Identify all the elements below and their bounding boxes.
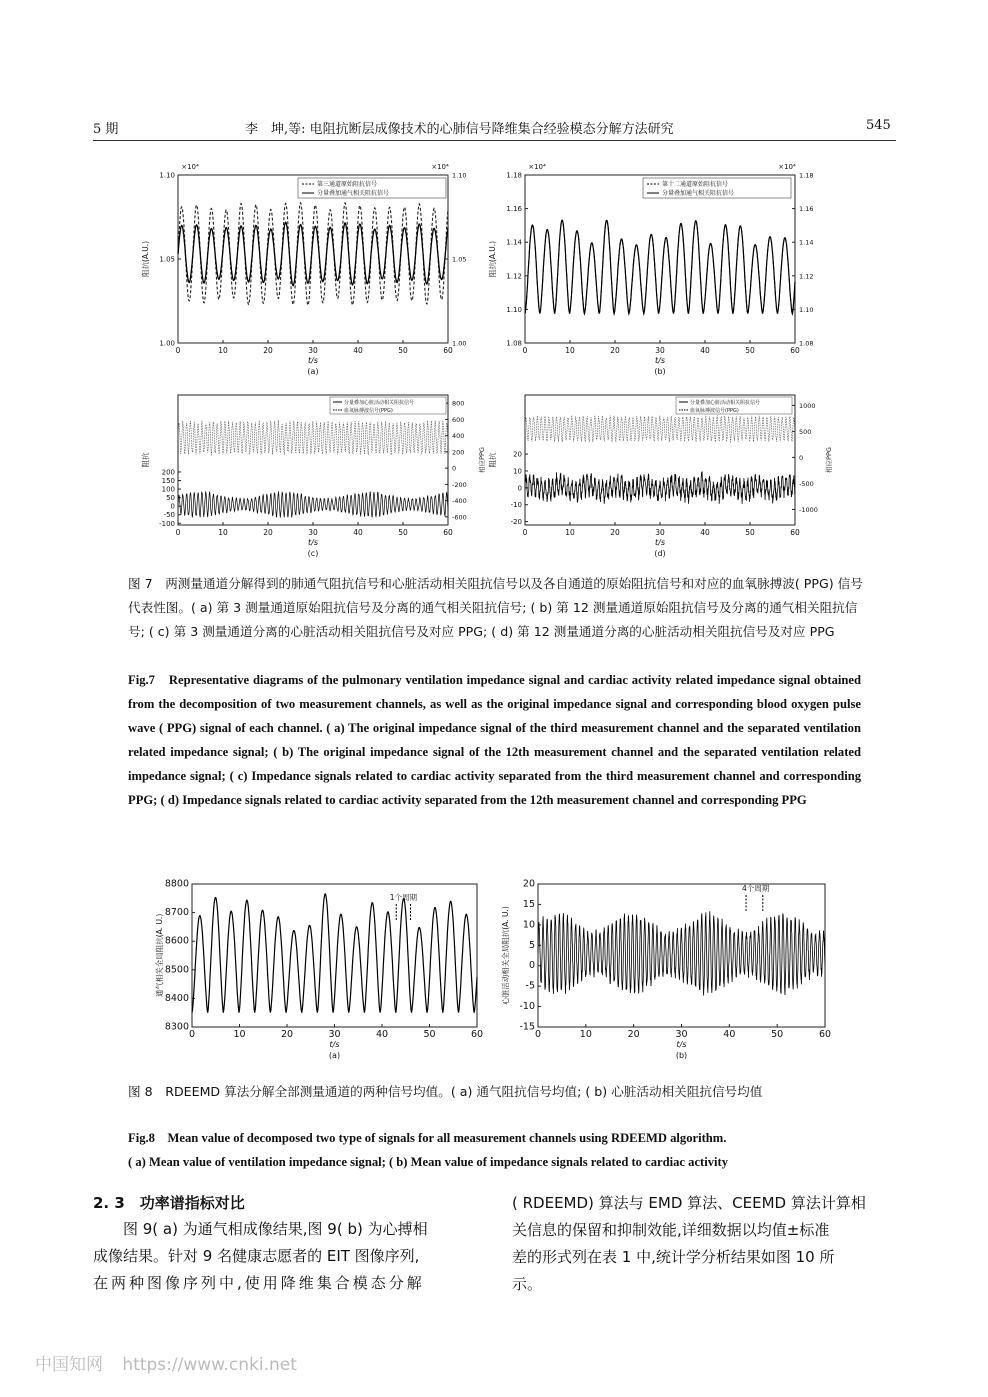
paragraph-line: ( RDEEMD) 算法与 EMD 算法、CEEMD 算法计算相 (512, 1194, 866, 1212)
y-tick-label: 20 (513, 450, 522, 459)
legend-entry: 第三通道原始阻抗信号 (317, 181, 378, 188)
y-right-tick-label: -200 (452, 480, 467, 489)
watermark (35, 1350, 297, 1375)
x-tick-label: 20 (263, 528, 273, 537)
y-right-tick-label: 0 (799, 453, 804, 462)
x-tick-label: 20 (610, 346, 620, 355)
y-scale-label: ×10⁴ (181, 163, 199, 171)
y-right-tick-label: 500 (799, 427, 812, 436)
section-heading: 2. 3 功率谱指标对比 (93, 1194, 245, 1212)
chart-panel (500, 879, 831, 1061)
x-tick-label: 30 (655, 528, 665, 537)
x-axis-label: t/s (329, 1040, 340, 1049)
y-tick-label: 1.00 (159, 339, 175, 348)
issue-number: 5 期 (93, 122, 119, 137)
series-cardiac-line (538, 911, 825, 995)
y-tick-label: 10 (522, 919, 535, 931)
x-axis-label: t/s (308, 356, 318, 365)
legend (643, 178, 791, 198)
y-tick-label: 1.10 (506, 305, 522, 314)
x-tick-label: 30 (328, 1029, 341, 1040)
y-scale-label: ×10⁴ (528, 163, 546, 171)
y-axis-label: 阻抗 (488, 452, 497, 468)
y-tick-label: 8800 (164, 878, 189, 890)
paragraph-line: 成像结果。针对 9 名健康志愿者的 EIT 图像序列, (93, 1247, 420, 1265)
figure-7-caption-zh: 图 7 两测量通道分解得到的肺通气阻抗信号和心脏活动相关阻抗信号以及各自通道的原始阻抗信号和对应的血氧脉搏波( PPG) 信号代表性图。( a) 第 3 测量通道原始阻抗信号及分离的通气相关阻抗信号; ( b) 第 12 测量通道原始阻抗信号及分离的通气相关阻抗信号; ( c) 第 3 测量通道分离的心脏活动相关阻抗信号及对应 PPG; ( d) 第 12 测量通道分离的心脏活动相关阻抗信号及对应 PPG (128, 576, 863, 639)
panel-label: (d) (654, 549, 666, 558)
y-right-tick-label: -600 (452, 513, 467, 522)
y-right-tick-label: 1.05 (452, 255, 467, 264)
chart-panel (487, 163, 813, 376)
x-axis-label: t/s (308, 538, 318, 547)
y-tick-label: 50 (166, 494, 175, 503)
x-tick-label: 30 (308, 528, 318, 537)
x-tick-label: 20 (280, 1029, 294, 1040)
x-tick-label: 40 (353, 528, 363, 537)
period-annotation: 1个周期 (389, 893, 418, 902)
plot-frame (525, 395, 795, 525)
y-right-tick-label: 1000 (799, 401, 816, 410)
y-tick-label: -15 (519, 1021, 535, 1033)
legend-entry: 分量叠加通气相关阻抗信号 (317, 190, 390, 197)
x-tick-label: 50 (771, 1029, 784, 1040)
series-ventilation-line (192, 894, 477, 1013)
left-column (93, 1216, 483, 1297)
y-tick-label: -10 (519, 1001, 535, 1013)
y-right-tick-label: -400 (452, 497, 467, 506)
y-right-tick-label: 1.00 (452, 339, 467, 348)
figure-8-caption-en-2: ( a) Mean value of ventilation impedance signal; ( b) Mean value of impedance signals related to cardiac activity (128, 1155, 729, 1169)
watermark-site: 中国知网 (35, 1355, 103, 1375)
x-tick-label: 0 (522, 346, 528, 355)
figure-8-plots (140, 872, 850, 1072)
y-tick-label: 0 (517, 484, 522, 493)
y-right-tick-label: 1.12 (799, 272, 814, 281)
figure-8-caption-en-1: Fig.8 Mean value of decomposed two type of signals for all measurement channels using RDEEMD algorithm. (128, 1131, 727, 1145)
y-tick-label: 8300 (164, 1021, 189, 1033)
x-tick-label: 50 (398, 346, 408, 355)
x-tick-label: 0 (534, 1029, 542, 1040)
x-tick-label: 20 (610, 528, 620, 537)
series-ventilation-line (525, 220, 795, 313)
x-tick-label: 30 (308, 346, 318, 355)
y-tick-label: 100 (161, 485, 175, 494)
y-tick-label: 0 (528, 960, 535, 972)
y-axis-label: 阻抗(A.U.) (141, 240, 150, 278)
y-tick-label: 5 (528, 939, 535, 951)
x-tick-label: 20 (627, 1029, 640, 1040)
x-tick-label: 10 (218, 346, 228, 355)
y-tick-label: -50 (163, 511, 175, 520)
y-right-tick-label: 200 (452, 448, 465, 457)
x-tick-label: 10 (565, 346, 575, 355)
y-tick-label: 8500 (164, 964, 189, 976)
legend-entry: 分量叠加心脏活动相关阻抗信号 (690, 400, 761, 406)
x-tick-label: 40 (700, 346, 710, 355)
legend-entry: 分量叠加心脏活动相关阻抗信号 (344, 400, 415, 406)
y-tick-label: 200 (161, 468, 175, 477)
y-tick-label: 1.14 (506, 238, 522, 247)
y-right-tick-label: 600 (452, 415, 465, 424)
x-tick-label: 40 (723, 1029, 736, 1040)
watermark-url: https://www.cnki.net (122, 1355, 297, 1375)
x-tick-label: 0 (188, 1029, 196, 1040)
x-tick-label: 50 (398, 528, 408, 537)
chart-panel (140, 163, 466, 376)
y-tick-label: 1.10 (159, 171, 175, 180)
y-tick-label: -5 (525, 980, 535, 992)
y-tick-label: 0 (170, 502, 175, 511)
x-tick-label: 60 (818, 1029, 832, 1040)
x-tick-label: 50 (423, 1029, 436, 1040)
series-ppg-line (178, 420, 448, 455)
y-right-tick-label: -500 (799, 479, 814, 488)
y-right-tick-label: -1000 (799, 505, 818, 514)
y-right-tick-label: 0 (452, 464, 457, 473)
paragraph-line: 关信息的保留和抑制效能,详细数据以均值±标准 (512, 1221, 830, 1239)
y-right-tick-label: 1.10 (799, 305, 814, 314)
y-scale-label-right: ×10⁴ (778, 163, 796, 171)
y-right-tick-label: 1.16 (799, 205, 814, 214)
y-tick-label: 8700 (164, 907, 189, 919)
x-axis-label: t/s (676, 1040, 687, 1049)
x-axis-label: t/s (655, 538, 665, 547)
x-tick-label: 60 (443, 346, 453, 355)
figure-7 (140, 155, 850, 565)
legend (676, 397, 792, 414)
legend-entry: 第十二通道原始阻抗信号 (662, 181, 729, 188)
y-tick-label: -20 (510, 518, 522, 527)
y-tick-label: 15 (522, 898, 535, 910)
chart-panel (154, 879, 483, 1061)
x-tick-label: 50 (745, 346, 755, 355)
y-tick-label: 1.12 (506, 272, 522, 281)
paragraph-line: 图 9( a) 为通气相成像结果,图 9( b) 为心搏相 (123, 1220, 428, 1238)
y-right-tick-label: 1.10 (452, 171, 467, 180)
figure-7-plots (140, 155, 850, 565)
legend-entry: 血氧脉搏波信号(PPG) (690, 408, 739, 414)
x-tick-label: 60 (443, 528, 453, 537)
header-rule (93, 140, 896, 141)
y-axis-label: 心脏活动相关全局阻抗(A. U.) (501, 906, 510, 1005)
x-tick-label: 0 (175, 528, 181, 537)
y-tick-label: 20 (522, 878, 535, 890)
page-number: 545 (866, 118, 891, 133)
y-axis-label: 阻抗 (141, 452, 150, 468)
x-tick-label: 40 (375, 1029, 389, 1040)
plot-frame (178, 175, 448, 343)
y-tick-label: 8600 (164, 935, 189, 947)
x-tick-label: 10 (218, 528, 228, 537)
x-tick-label: 60 (790, 346, 800, 355)
x-tick-label: 40 (700, 528, 710, 537)
x-tick-label: 10 (233, 1029, 246, 1040)
y-tick-label: 150 (161, 477, 175, 486)
y-axis-label: 通气相关全局阻抗(A. U.) (155, 913, 164, 998)
right-column (512, 1190, 902, 1298)
x-tick-label: 0 (522, 528, 528, 537)
y-right-tick-label: 1.14 (799, 238, 814, 247)
y-axis-label: 阻抗(A.U.) (488, 240, 497, 278)
panel-label: (b) (675, 1051, 688, 1060)
paragraph-line: 在两种图像序列中,使用降维集合模态分解 (93, 1274, 425, 1292)
panel-label: (a) (328, 1051, 341, 1060)
panel-label: (a) (307, 367, 319, 376)
x-tick-label: 10 (565, 528, 575, 537)
y-tick-label: 10 (513, 467, 522, 476)
figure-8 (140, 872, 850, 1072)
figure-7-caption-en: Fig.7 Representative diagrams of the pulmonary ventilation impedance signal and cardiac activity related impedance signal obtained from the decomposition of two measurement channels, as well as the original impedance signal and corresponding blood oxygen pulse wave ( PPG) signal of each channel. ( a) The original impedance signal of the third measurement channel and the separated ventilation related impedance signal; ( b) The original impedance signal of the 12th measurement channel and the separated ventilation related impedance signal; ( c) Impedance signals related to cardiac activity separated from the third measurement channel and corresponding PPG; ( d) Impedance signals related to cardiac activity separated from the 12th measurement channel and corresponding PPG (128, 673, 861, 807)
y-scale-label-right: ×10⁴ (431, 163, 449, 171)
x-tick-label: 20 (263, 346, 273, 355)
x-tick-label: 60 (470, 1029, 484, 1040)
series-cardiac-line (525, 472, 795, 504)
panel-label: (c) (307, 549, 319, 558)
x-tick-label: 30 (655, 346, 665, 355)
y-right-tick-label: 400 (452, 432, 465, 441)
paragraph-line: 示。 (512, 1275, 543, 1293)
x-tick-label: 60 (790, 528, 800, 537)
legend (298, 178, 446, 198)
running-title: 李 坤,等: 电阻抗断层成像技术的心肺信号降维集合经验模态分解方法研究 (245, 122, 674, 137)
x-tick-label: 0 (175, 346, 181, 355)
y-right-tick-label: 800 (452, 399, 465, 408)
chart-panel (487, 395, 833, 558)
y-right-tick-label: 1.18 (799, 171, 814, 180)
paragraph-line: 差的形式列在表 1 中,统计学分析结果如图 10 所 (512, 1248, 835, 1266)
series-raw-line (178, 203, 448, 305)
figure-8-caption-zh: 图 8 RDEEMD 算法分解全部测量通道的两种信号均值。( a) 通气阻抗信号均值; ( b) 心脏活动相关阻抗信号均值 (128, 1084, 763, 1099)
period-annotation: 4个周期 (742, 884, 770, 893)
y-right-tick-label: 1.08 (799, 339, 814, 348)
x-axis-label: t/s (655, 356, 665, 365)
y-tick-label: 1.08 (506, 339, 522, 348)
x-tick-label: 10 (579, 1029, 592, 1040)
y-right-axis-label: 相应PPG (478, 447, 486, 473)
y-tick-label: 1.05 (159, 255, 175, 264)
y-tick-label: 1.18 (506, 171, 522, 180)
legend-entry: 血氧脉搏波信号(PPG) (344, 408, 393, 414)
series-cardiac-line (178, 491, 448, 517)
x-tick-label: 30 (675, 1029, 688, 1040)
series-ppg-line (525, 415, 795, 442)
panel-label: (b) (654, 367, 666, 376)
legend-entry: 分量叠加通气相关阻抗信号 (662, 190, 735, 197)
y-tick-label: -100 (159, 519, 175, 528)
x-tick-label: 40 (353, 346, 363, 355)
x-tick-label: 50 (745, 528, 755, 537)
chart-panel (140, 395, 486, 558)
legend (330, 397, 446, 414)
y-tick-label: 8400 (164, 992, 189, 1004)
y-right-axis-label: 相应PPG (825, 447, 833, 473)
y-tick-label: -10 (510, 501, 522, 510)
y-tick-label: 1.16 (506, 205, 522, 214)
